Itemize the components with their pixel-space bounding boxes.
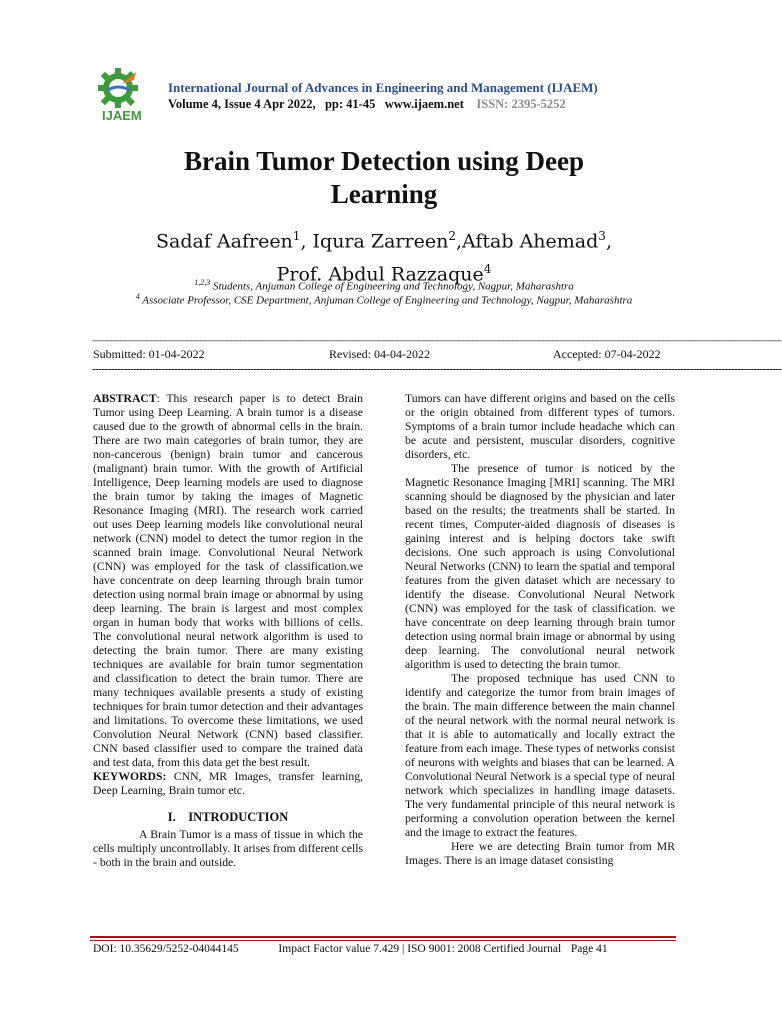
body-paragraph: Here we are detecting Brain tumor from MR Images. There is an image dataset consisting [405,840,675,867]
journal-issn: ISSN: 2395-5252 [476,97,566,111]
keywords-paragraph [93,770,363,798]
body-paragraph: The proposed technique has used CNN to identify and categorize the tumor from brain images of the brain. The main difference between the main channel of the neural network with the normal neural network is that it is able to automatically and locally extract the feature from each image. These types of networks consist of neurons with weights and biases that can be learned. A Convolutional Neural Network is a special type of neural network which specializes in handling image datasets. The very fundamental principle of this neural network is performing a convolution operation between the kernel and the image to extract the features. [405,672,675,839]
right-column [405,392,675,868]
abstract-text: : This research paper is to detect Brain Tumor using Deep Learning. A brain tumor is a disease caused due to the growth of abnormal cells in the brain. There are two main categories of brain tumor, they are non-cancerous (benign) brain tumor and cancerous (malignant) brain tumor. With the growth of Artificial Intelligence, Deep learning models are used to diagnose the brain tumor by taking the images of Magnetic Resonance Imaging (MRI). The research work carried out uses Deep learning models like convolutional neural network (CNN) model to detect the tumor region in the scanned brain image. Convolutional Neural Network (CNN) was employed for the task of classification.we have concentrate on deep learning through brain tumor detection using normal brain image or abnormal by using deep learning. The brain is largest and most complex organ in human body that works with billions of cells. The convolutional neural network algorithm is used to detecting the brain tumor. There are many existing techniques are available for brain tumor segmentation and classification to detect the brain tumor. There are many techniques available presents a study of existing techniques for brain tumor detection and their advantages and limitations. To overcome these limitations, we used Convolution Neural Network (CNN) based classifier. CNN based classifier used to compare the trained data and test data, from this data get the best result. [93,392,363,769]
journal-pages: pp: 41-45 [324,97,376,111]
paper-title-line-2: Learning [330,179,438,209]
dashed-separator-bottom: -------------------------------------------------------------------------------------------------------------------------------------------------------------------------------------------------------------------------- [92,363,782,375]
paper-title-line-1: Brain Tumor Detection using Deep [183,146,585,176]
journal-website-link[interactable]: www.ijaem.net [384,97,464,111]
author-name: Prof. Abdul Razzaque [276,263,484,286]
author-superscript: 2 [448,229,456,243]
affiliation-superscript: 4 [135,292,140,301]
affiliation-superscript: 1,2,3 [194,278,211,287]
journal-volume: Volume 4, Issue 4 Apr 2022, [168,97,316,111]
body-paragraph: Tumors can have different origins and based on the cells or the origin obtained from different types of tumors. Symptoms of a brain tumor include headache which can be acute and persistent, muscular disorders, cognitive disorders, etc. [405,392,675,461]
abstract-paragraph [93,392,363,770]
footer-rule-thin [90,940,676,941]
affiliation-professor [100,290,668,308]
left-column [93,392,363,870]
author-superscript: 1 [292,229,301,243]
affiliation-text: Associate Professor, CSE Department, Anjuman College of Engineering and Technology, Nagpur, Maharashtra [142,294,633,307]
keywords-text: CNN, MR Images, transfer learning, Deep Learning, Brain tumor etc. [93,770,363,797]
journal-issue-info [168,96,566,112]
author-superscript: 4 [483,262,492,277]
paper-title [120,145,648,211]
logo-text: IJAEM [102,108,142,123]
dashed-separator-top: ------------------------------------------------------------------------------------------------------------------------------------------------------------------------------------------------------------------------------------------------------------------------------------ [92,335,782,345]
footer-rule-thick [90,936,676,938]
submitted-date: Submitted: 01-04-2022 [93,347,205,361]
author-name: Sadaf Aafreen [156,230,293,253]
author-name: Iqura Zarreen [312,230,449,253]
keywords-label: KEYWORDS: [93,770,167,783]
affiliation-text: Students, Anjuman College of Engineering and Technology, Nagpur, Maharashtra [212,280,574,293]
intro-paragraph: A Brain Tumor is a mass of tissue in which the cells multiply uncontrollably. It arises from different cells - both in the brain and outside. [93,828,363,869]
footer-doi: DOI: 10.35629/5252-04044145 [93,943,239,955]
journal-title: International Journal of Advances in Engineering and Management (IJAEM) [168,80,598,95]
abstract-label: ABSTRACT [93,392,157,405]
author-list: Sadaf Aafreen$^1$, Iqura Zarreen$^2$,Aftab Ahemad$^3$, Prof. Abdul Razzaque$^4$ [156,229,612,286]
section-heading-introduction: I. INTRODUCTION [167,810,289,824]
footer-page-number: Page 41 [570,943,608,955]
footer-iso: | ISO 9001: 2008 Certified Journal [402,943,562,955]
accepted-date: Accepted: 07-04-2022 [553,347,661,361]
page-footer [93,942,673,956]
journal-logo [88,68,160,126]
author-superscript: 3 [598,229,606,243]
revised-date: Revised: 04-04-2022 [329,347,430,361]
footer-impact-factor: Impact Factor value 7.429 [278,943,400,955]
author-name: Aftab Ahemad [462,230,599,253]
body-paragraph: The presence of tumor is noticed by the Magnetic Resonance Imaging [MRI] scanning. The MRI scanning should be diagnosed by the physician and later based on the results; the treatments shall be started. In recent times, Computer-aided diagnosis of diseases is gaining interest and is helping doctors take swift decisions. One such approach is using Convolutional Neural Networks (CNN) to learn the spatial and temporal features from the given dataset which are necessary to identify the disease. Convolutional Neural Network (CNN) was employed for the task of classification. we have concentrate on deep learning through brain tumor detection using normal brain image or abnormal by using deep learning. The convolutional neural network algorithm is used to detecting the brain tumor. [405,462,675,671]
